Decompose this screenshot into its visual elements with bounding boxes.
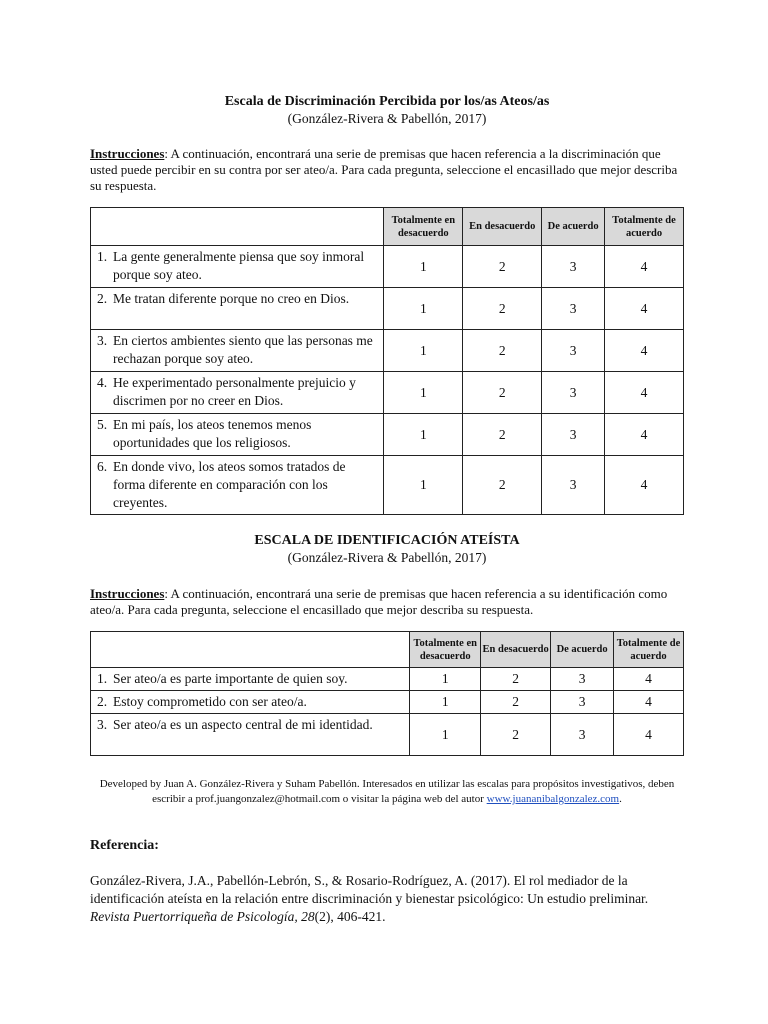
scale2-header-row bbox=[91, 632, 684, 668]
scale2-item-1-option-4[interactable]: 4 bbox=[614, 668, 684, 691]
scale1-item-1-option-4[interactable]: 4 bbox=[605, 246, 684, 288]
table-row bbox=[91, 288, 684, 330]
scale1-item-1-option-2[interactable]: 2 bbox=[463, 246, 542, 288]
scale1-item-6 bbox=[91, 456, 384, 515]
item-number: 3. bbox=[97, 717, 108, 732]
author-website-link[interactable]: www.juananibalgonzalez.com bbox=[486, 793, 620, 805]
item-text: Ser ateo/a es parte importante de quien soy. bbox=[113, 671, 348, 686]
table-row bbox=[91, 330, 684, 372]
scale1-item-5-option-4[interactable]: 4 bbox=[605, 414, 684, 456]
scale2-item-1 bbox=[91, 668, 410, 691]
scale2-header-3: De acuerdo bbox=[551, 632, 614, 668]
item-text: En mi país, los ateos tenemos menos oportunidades que los religiosos. bbox=[113, 417, 312, 450]
scale2-instructions-label: Instrucciones bbox=[90, 586, 165, 601]
scale2-item-2-option-2[interactable]: 2 bbox=[481, 691, 551, 714]
scale1-item-3-option-4[interactable]: 4 bbox=[605, 330, 684, 372]
scale1-subtitle: (González-Rivera & Pabellón, 2017) bbox=[287, 111, 487, 126]
scale1-title: Escala de Discriminación Percibida por los/as Ateos/as bbox=[224, 94, 550, 109]
item-text: La gente generalmente piensa que soy inmoral porque soy ateo. bbox=[113, 249, 365, 282]
scale2-header-1: Totalmente en desacuerdo bbox=[410, 632, 481, 668]
scale2-item-1-option-2[interactable]: 2 bbox=[481, 668, 551, 691]
scale1-item-2-option-3[interactable]: 3 bbox=[542, 288, 605, 330]
scale2-item-2 bbox=[91, 691, 410, 714]
item-number: 3. bbox=[97, 333, 108, 348]
scale1-item-5-option-1[interactable]: 1 bbox=[384, 414, 463, 456]
scale1-item-5-option-2[interactable]: 2 bbox=[463, 414, 542, 456]
scale1-item-3-option-2[interactable]: 2 bbox=[463, 330, 542, 372]
item-number: 4. bbox=[97, 375, 108, 390]
scale1-item-4-option-2[interactable]: 2 bbox=[463, 372, 542, 414]
scale1-header-4: Totalmente de acuerdo bbox=[605, 208, 684, 246]
scale1-instructions-text: : A continuación, encontrará una serie de premisas que hacen referencia a la discriminación que usted puede percibir en su contra por ser ateo/a. Para cada pregunta, seleccione el encasillado que mejor describa su respuesta. bbox=[90, 146, 678, 193]
scale2-item-1-option-1[interactable]: 1 bbox=[410, 668, 481, 691]
item-number: 1. bbox=[97, 249, 108, 264]
scale1-item-4-option-3[interactable]: 3 bbox=[542, 372, 605, 414]
scale1-header-row bbox=[91, 208, 684, 246]
scale2-header-blank bbox=[91, 632, 410, 668]
item-number: 2. bbox=[97, 694, 108, 709]
scale2-item-3 bbox=[91, 714, 410, 756]
scale1-item-5-option-3[interactable]: 3 bbox=[542, 414, 605, 456]
reference-text-a: González-Rivera, J.A., Pabellón-Lebrón, S., & Rosario-Rodríguez, A. (2017). El rol mediador de la identificación ateísta en la relación entre discriminación y bienestar psicológico: Un estudio preliminar. bbox=[90, 873, 649, 906]
item-number: 2. bbox=[97, 291, 108, 306]
scale2-header-2: En desacuerdo bbox=[481, 632, 551, 668]
scale1-header-2: En desacuerdo bbox=[463, 208, 542, 246]
item-number: 6. bbox=[97, 459, 108, 474]
scale1-header-1: Totalmente en desacuerdo bbox=[384, 208, 463, 246]
scale1-instructions bbox=[90, 146, 684, 194]
table-row bbox=[91, 691, 684, 714]
reference-citation bbox=[90, 872, 684, 926]
scale1-item-1-option-1[interactable]: 1 bbox=[384, 246, 463, 288]
scale2-item-2-option-3[interactable]: 3 bbox=[551, 691, 614, 714]
scale1-item-2-option-4[interactable]: 4 bbox=[605, 288, 684, 330]
table-row bbox=[91, 414, 684, 456]
scale2-subtitle: (González-Rivera & Pabellón, 2017) bbox=[287, 550, 487, 565]
scale1-item-6-option-4[interactable]: 4 bbox=[605, 456, 684, 515]
item-number: 1. bbox=[97, 671, 108, 686]
scale2-instructions-text: : A continuación, encontrará una serie de premisas que hacen referencia a su identificación como ateo/a. Para cada pregunta, seleccione el encasillado que mejor describa su respuesta. bbox=[90, 586, 668, 617]
scale1-item-4-option-1[interactable]: 1 bbox=[384, 372, 463, 414]
scale2-instructions bbox=[90, 586, 684, 618]
table-row bbox=[91, 246, 684, 288]
item-text: Me tratan diferente porque no creo en Dios. bbox=[113, 291, 350, 306]
reference-heading: Referencia: bbox=[90, 838, 159, 853]
item-text: En ciertos ambientes siento que las personas me rechazan porque soy ateo. bbox=[113, 333, 373, 366]
scale2-item-2-option-1[interactable]: 1 bbox=[410, 691, 481, 714]
scale2-item-3-option-4[interactable]: 4 bbox=[614, 714, 684, 756]
footer-note bbox=[90, 777, 684, 807]
scale2-item-3-option-1[interactable]: 1 bbox=[410, 714, 481, 756]
reference-text-b: (2), 406-421. bbox=[314, 909, 386, 924]
scale2-item-1-option-3[interactable]: 3 bbox=[551, 668, 614, 691]
table-row bbox=[91, 372, 684, 414]
scale2-header-4: Totalmente de acuerdo bbox=[614, 632, 684, 668]
scale2-title: ESCALA DE IDENTIFICACIÓN ATEÍSTA bbox=[254, 533, 520, 548]
item-text: En donde vivo, los ateos somos tratados de forma diferente en comparación con los creyentes. bbox=[113, 459, 346, 510]
item-text: Estoy comprometido con ser ateo/a. bbox=[113, 694, 307, 709]
scale2-item-3-option-3[interactable]: 3 bbox=[551, 714, 614, 756]
scale2-table bbox=[90, 631, 684, 756]
scale2-item-2-option-4[interactable]: 4 bbox=[614, 691, 684, 714]
scale1-item-3-option-1[interactable]: 1 bbox=[384, 330, 463, 372]
scale2-item-3-option-2[interactable]: 2 bbox=[481, 714, 551, 756]
table-row bbox=[91, 714, 684, 756]
scale1-item-6-option-2[interactable]: 2 bbox=[463, 456, 542, 515]
scale1-header-3: De acuerdo bbox=[542, 208, 605, 246]
scale1-item-4-option-4[interactable]: 4 bbox=[605, 372, 684, 414]
scale1-table bbox=[90, 207, 684, 515]
scale1-item-1-option-3[interactable]: 3 bbox=[542, 246, 605, 288]
reference-journal: Revista Puertorriqueña de Psicología, 28 bbox=[90, 909, 315, 924]
scale1-item-2 bbox=[91, 288, 384, 330]
footer-text: Developed by Juan A. González-Rivera y Suham Pabellón. Interesados en utilizar las escalas para propósitos investigativos, deben escribir a prof.juangonzalez@hotmail.com o visitar la página web del autor bbox=[99, 778, 675, 805]
scale1-item-3-option-3[interactable]: 3 bbox=[542, 330, 605, 372]
scale1-item-2-option-2[interactable]: 2 bbox=[463, 288, 542, 330]
scale1-item-3 bbox=[91, 330, 384, 372]
table-row bbox=[91, 668, 684, 691]
footer-end: . bbox=[619, 793, 622, 805]
item-text: He experimentado personalmente prejuicio y discrimen por no creer en Dios. bbox=[113, 375, 356, 408]
scale1-instructions-label: Instrucciones bbox=[90, 146, 165, 161]
scale1-item-6-option-1[interactable]: 1 bbox=[384, 456, 463, 515]
scale1-item-6-option-3[interactable]: 3 bbox=[542, 456, 605, 515]
scale1-item-5 bbox=[91, 414, 384, 456]
scale1-item-1 bbox=[91, 246, 384, 288]
scale1-item-4 bbox=[91, 372, 384, 414]
item-text: Ser ateo/a es un aspecto central de mi identidad. bbox=[113, 717, 373, 732]
table-row bbox=[91, 456, 684, 515]
scale1-item-2-option-1[interactable]: 1 bbox=[384, 288, 463, 330]
scale1-header-blank bbox=[91, 208, 384, 246]
item-number: 5. bbox=[97, 417, 108, 432]
